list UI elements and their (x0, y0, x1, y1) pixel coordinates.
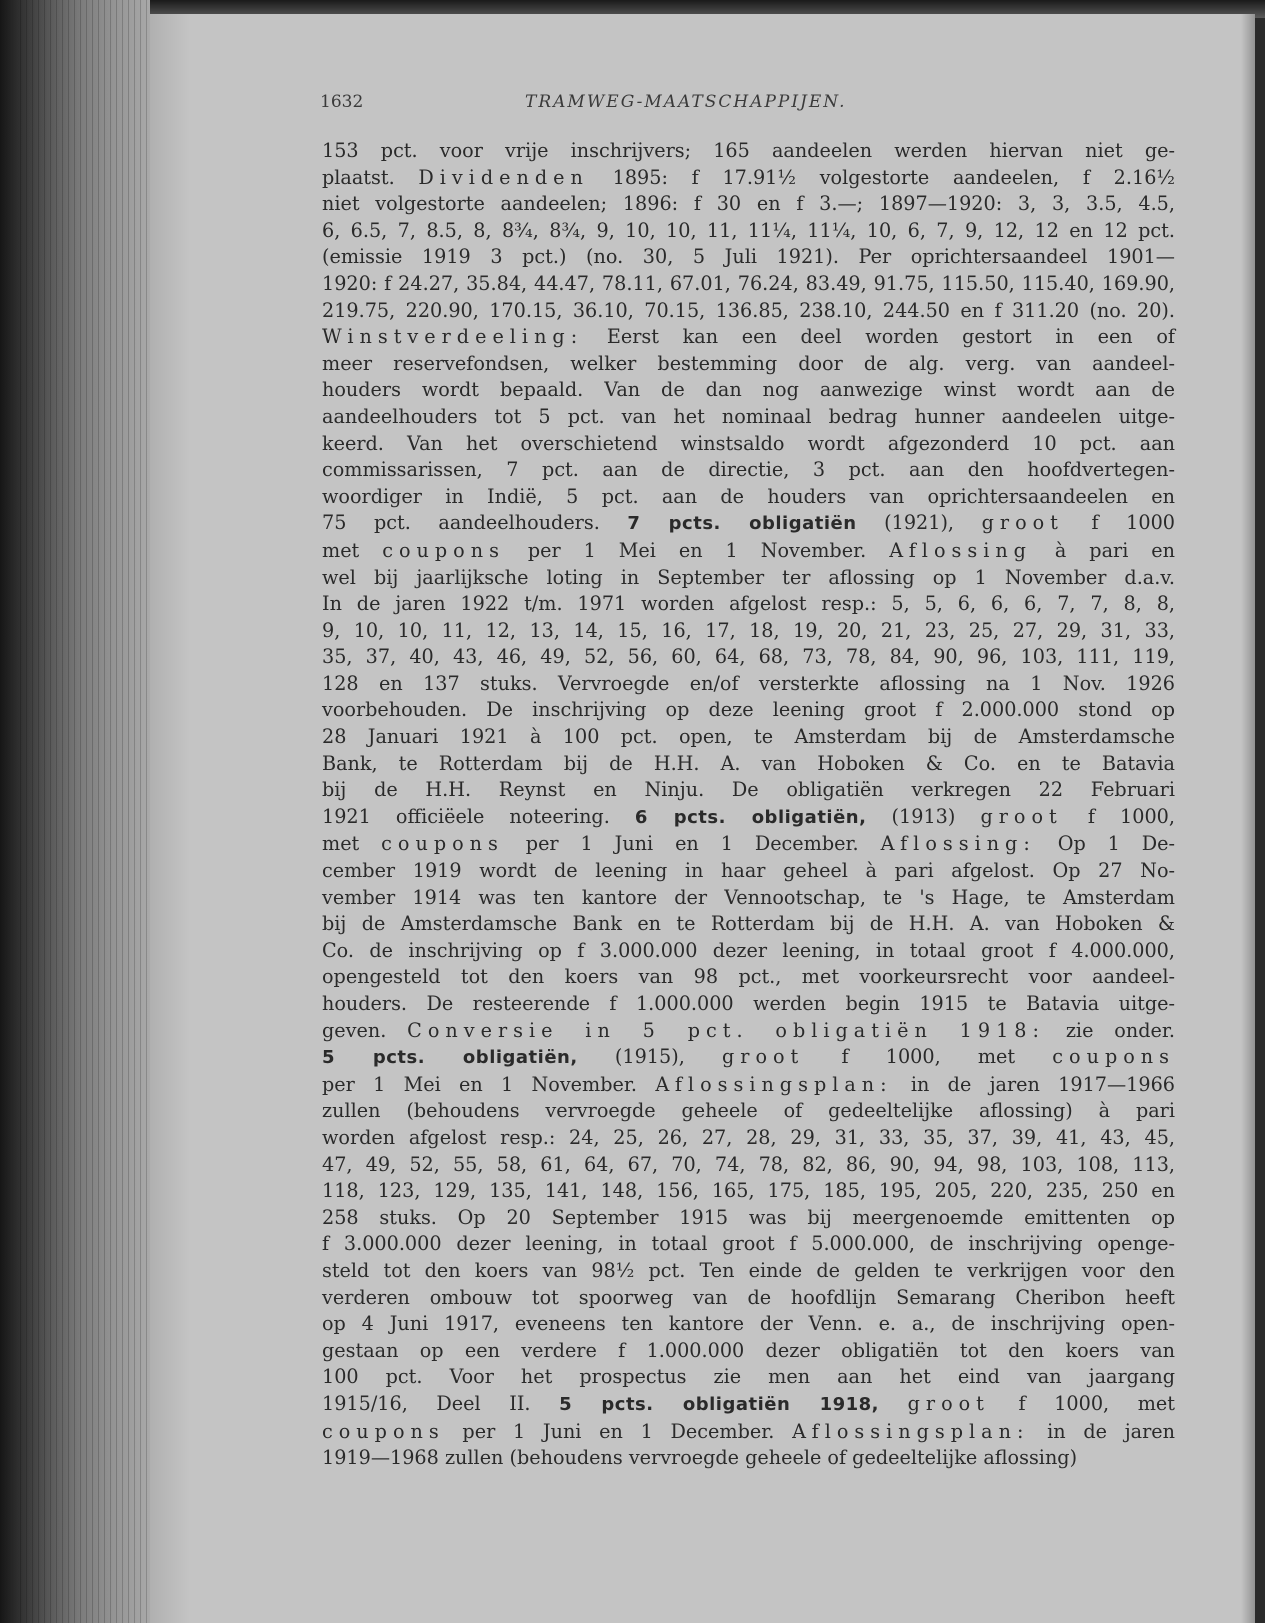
text-run: 100 pct. Voor het prospectus zie men aan het eind van jaargang (322, 1365, 1175, 1389)
spaced-term: coupons (1052, 1045, 1175, 1069)
spaced-term: Winstverdeeling: (322, 325, 584, 349)
text-line (322, 1258, 1175, 1285)
text-line (322, 644, 1175, 671)
text-run: (1915), (577, 1045, 722, 1069)
text-line (322, 1391, 1175, 1419)
text-run: zullen (behoudens vervroegde geheele of gedeeltelijke aflossing) à pari (322, 1099, 1175, 1123)
spaced-term: Dividenden (418, 165, 589, 189)
text-line (322, 938, 1175, 965)
text-line (322, 431, 1175, 458)
text-run: houders wordt bepaald. Van de dan nog aanwezige winst wordt aan de (322, 378, 1175, 402)
text-run: à pari en (1031, 538, 1176, 562)
text-run: voorbehouden. De inschrijving op deze leening groot f 2.000.000 stond op (322, 698, 1175, 722)
text-line (322, 1419, 1175, 1446)
text-run: keerd. Van het overschietend winstsaldo wordt afgezonderd 10 pct. aan (322, 431, 1175, 455)
text-line (322, 404, 1175, 431)
text-line (322, 1445, 1175, 1472)
text-run: wel bij jaarlijksche loting in September ter aflossing op 1 November d.a.v. (322, 565, 1175, 589)
text-run: f 1000, (1062, 804, 1175, 828)
text-line (322, 510, 1175, 538)
text-line (322, 831, 1175, 858)
text-run: in de jaren (1029, 1419, 1176, 1443)
text-run: f 3.000.000 dezer leening, in totaal groot f 5.000.000, de inschrijving openge- (322, 1232, 1175, 1256)
text-line (322, 244, 1175, 271)
spaced-term: coupons (381, 832, 504, 856)
text-run: op 4 Juni 1917, eveneens ten kantore der Venn. e. a., de inschrijving open- (322, 1312, 1175, 1336)
spaced-term: coupons (322, 1419, 445, 1443)
text-line (322, 1178, 1175, 1205)
text-line (322, 1018, 1175, 1045)
text-run: 128 en 137 stuks. Vervroegde en/of versterkte aflossing na 1 Nov. 1926 (322, 671, 1175, 695)
text-run: woordiger in Indië, 5 pct. aan de houders van oprichtersaandeelen en (322, 484, 1175, 508)
text-run: In de jaren 1922 t/m. 1971 worden afgelost resp.: 5, 5, 6, 6, 6, 7, 7, 8, 8, (322, 592, 1175, 616)
text-run: vember 1914 was ten kantore der Vennootschap, te 's Hage, te Amsterdam (322, 885, 1175, 909)
text-line (322, 191, 1175, 218)
text-run: plaatst. (322, 165, 419, 189)
spaced-term: groot (907, 1391, 990, 1415)
text-run: bij de H.H. Reynst en Ninju. De obligatiën verkregen 22 Februari (322, 778, 1175, 802)
text-run: per 1 Mei en 1 November. (322, 1072, 656, 1096)
text-run: 1919—1968 zullen (behoudens vervroegde geheele of gedeeltelijke aflossing) (322, 1446, 1078, 1470)
text-line (322, 377, 1175, 404)
spaced-term: Aflossing: (880, 832, 1036, 856)
spaced-term: groot (721, 1045, 805, 1069)
text-run: steld tot den koers van 98½ pct. Ten einde de gelden te verkrijgen voor den (322, 1258, 1175, 1282)
running-title: TRAMWEG-MAATSCHAPPIJEN. (525, 92, 847, 112)
text-line (322, 885, 1175, 912)
text-run: Op 1 De- (1035, 832, 1175, 856)
text-run: met (322, 832, 382, 856)
spaced-term: Aflossingsplan: (792, 1419, 1030, 1443)
spaced-term: groot (981, 511, 1064, 535)
text-line (322, 1205, 1175, 1232)
text-line (322, 457, 1175, 484)
text-line (322, 751, 1175, 778)
text-run: per 1 Juni en 1 December. (503, 832, 881, 856)
text-run: 1895: f 17.91½ volgestorte aandeelen, f 2.16½ (588, 165, 1175, 189)
text-line (322, 804, 1175, 832)
text-line (322, 324, 1175, 351)
text-run: met (322, 538, 383, 562)
text-run: Eerst kan een deel worden gestort in een of (583, 325, 1175, 349)
text-line (322, 538, 1175, 565)
text-line (322, 1338, 1175, 1365)
text-run: houders. De resteerende f 1.000.000 werden begin 1915 te Batavia uitge- (322, 992, 1175, 1015)
section-heading: 5 pcts. obligatiën, (322, 1047, 578, 1069)
text-run: 1915/16, Deel II. (322, 1391, 560, 1415)
text-run: 153 pct. voor vrije inschrijvers; 165 aandeelen werden hiervan niet ge- (322, 139, 1175, 162)
text-line (322, 1125, 1175, 1152)
text-line (322, 1044, 1175, 1072)
text-run: 219.75, 220.90, 170.15, 36.10, 70.15, 136.85, 238.10, 244.50 en f 311.20 (no. 20). (322, 298, 1175, 322)
text-run: cember 1919 wordt de leening in haar geheel à pari afgelost. Op 27 No- (322, 859, 1175, 883)
section-heading: 6 pcts. obligatiën, (634, 806, 867, 828)
text-run: 47, 49, 52, 55, 58, 61, 64, 67, 70, 74, 78, 82, 86, 90, 94, 98, 103, 108, 113, (322, 1152, 1175, 1176)
text-line (322, 351, 1175, 378)
section-heading: 5 pcts. obligatiën 1918, (559, 1393, 880, 1415)
text-line (322, 671, 1175, 698)
body-text (322, 138, 1175, 1472)
text-run: gestaan op een verdere f 1.000.000 dezer obligatiën tot den koers van (322, 1338, 1175, 1362)
text-line (322, 1072, 1175, 1099)
text-run: 28 Januari 1921 à 100 pct. open, te Amsterdam bij de Amsterdamsche (322, 725, 1175, 749)
text-run: per 1 Juni en 1 December. (444, 1419, 793, 1443)
text-line (322, 138, 1175, 165)
text-run: (1921), (856, 511, 982, 535)
text-line (322, 218, 1175, 245)
text-line (322, 964, 1175, 991)
text-line (322, 565, 1175, 592)
spaced-term: Conversie in 5 pct. obligatiën 1918: (407, 1018, 1045, 1042)
text-run: aandeelhouders tot 5 pct. van het nominaal bedrag hunner aandeelen uitge- (322, 404, 1175, 428)
text-run: f 1000, met (989, 1391, 1175, 1415)
text-run: Co. de inschrijving op f 3.000.000 dezer leening, in totaal groot f 4.000.000, (322, 938, 1175, 962)
text-line (322, 777, 1175, 804)
text-run: 258 stuks. Op 20 September 1915 was bij meergenoemde emittenten op (322, 1205, 1175, 1229)
text-run: verderen ombouw tot spoorweg van de hoofdlijn Semarang Cheribon heeft (322, 1285, 1175, 1309)
text-line (322, 165, 1175, 192)
text-line (322, 271, 1175, 298)
text-run: 118, 123, 129, 135, 141, 148, 156, 165, 175, 185, 195, 205, 220, 235, 250 en (322, 1179, 1175, 1203)
text-line (322, 858, 1175, 885)
text-run: 1921 officiëele noteering. (322, 804, 635, 828)
page-header (320, 92, 1150, 118)
text-run: 9, 10, 10, 11, 12, 13, 14, 15, 16, 17, 18, 19, 20, 21, 23, 25, 27, 29, 31, 33, (322, 618, 1175, 642)
text-run: opengesteld tot den koers van 98 pct., met voorkeursrecht voor aandeel- (322, 965, 1175, 989)
text-run: Bank, te Rotterdam bij de H.H. A. van Hoboken & Co. en te Batavia (322, 751, 1175, 775)
text-line (322, 991, 1175, 1018)
page-number: 1632 (320, 92, 364, 112)
text-run: geven. (322, 1018, 408, 1042)
text-run: niet volgestorte aandeelen; 1896: f 30 en f 3.—; 1897—1920: 3, 3, 3.5, 4.5, (322, 192, 1175, 216)
text-line (322, 1285, 1175, 1312)
text-run: 75 pct. aandeelhouders. (322, 511, 628, 535)
text-line (322, 1311, 1175, 1338)
text-line (322, 1231, 1175, 1258)
text-line (322, 697, 1175, 724)
spaced-term: Aflossingsplan: (655, 1072, 893, 1096)
book-page-edges (0, 0, 150, 1623)
text-run: f 1000, met (804, 1045, 1053, 1069)
text-run: f 1000 (1063, 511, 1175, 535)
text-run: 1920: f 24.27, 35.84, 44.47, 78.11, 67.01, 76.24, 83.49, 91.75, 115.50, 115.40, 169.90, (322, 271, 1175, 295)
text-run: per 1 Mei en 1 November. (504, 538, 890, 562)
text-run: worden afgelost resp.: 24, 25, 26, 27, 28, 29, 31, 33, 35, 37, 39, 41, 43, 45, (322, 1125, 1175, 1149)
text-run: in de jaren 1917—1966 (892, 1072, 1176, 1096)
text-run: (emissie 1919 3 pct.) (no. 30, 5 Juli 1921). Per oprichtersaandeel 1901— (322, 245, 1175, 269)
text-line (322, 618, 1175, 645)
text-line (322, 1098, 1175, 1125)
text-line (322, 591, 1175, 618)
text-run: meer reservefondsen, welker bestemming door de alg. verg. van aandeel- (322, 351, 1175, 375)
spaced-term: Aflossing (889, 538, 1032, 562)
text-run: 6, 6.5, 7, 8.5, 8, 8¾, 8¾, 9, 10, 10, 11, 11¼, 11¼, 10, 6, 7, 9, 12, 12 en 12 pct. (322, 218, 1175, 242)
text-run: 35, 37, 40, 43, 46, 49, 52, 56, 60, 64, 68, 73, 78, 84, 90, 96, 103, 111, 119, (322, 645, 1175, 669)
spaced-term: groot (980, 804, 1063, 828)
text-run: commissarissen, 7 pct. aan de directie, 3 pct. aan den hoofdvertegen- (322, 458, 1175, 482)
text-run (879, 1392, 908, 1415)
spaced-term: coupons (382, 538, 505, 562)
section-heading: 7 pcts. obligatiën (627, 513, 857, 535)
text-run: bij de Amsterdamsche Bank en te Rotterdam bij de H.H. A. van Hoboken & (322, 912, 1175, 936)
text-line (322, 724, 1175, 751)
text-line (322, 1364, 1175, 1391)
text-line (322, 298, 1175, 325)
text-run: (1913) (866, 804, 981, 828)
text-run: zie onder. (1044, 1018, 1175, 1042)
text-line (322, 484, 1175, 511)
text-line (322, 1152, 1175, 1179)
text-line (322, 911, 1175, 938)
